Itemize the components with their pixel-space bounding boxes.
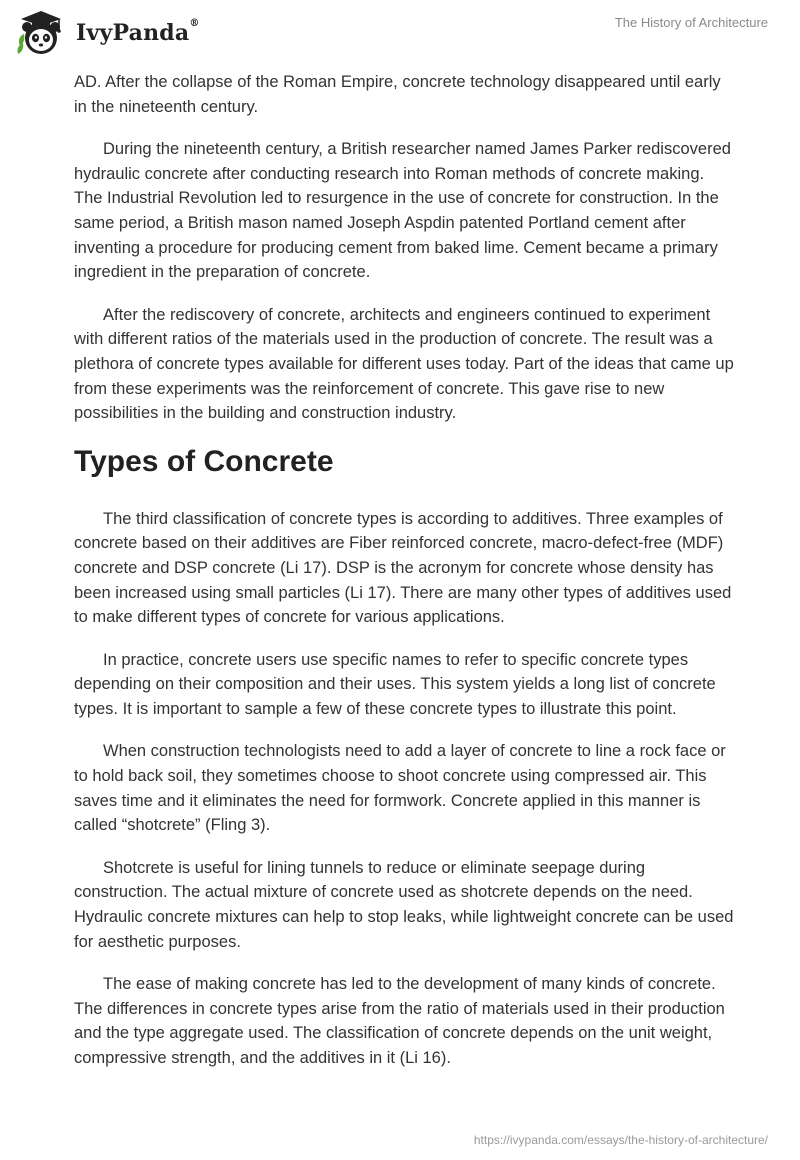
paragraph: Shotcrete is useful for lining tunnels to reduce or eliminate seepage during construction. The actual mixture of concrete used as shotcrete depends on the need. Hydraulic concrete mixtures can help to stop leaks, while lightweight concrete can be used for aesthetic purposes.	[74, 858, 734, 951]
source-url[interactable]: https://ivypanda.com/essays/the-history-of-architecture/	[473, 1133, 768, 1147]
page-title: The History of Architecture	[614, 15, 768, 30]
brand-name[interactable]	[76, 20, 200, 46]
brand-name-text: IvyPanda	[76, 20, 190, 46]
paragraph: In practice, concrete users use specific names to refer to specific concrete types depending on their composition and their uses. This system yields a long list of concrete types. It is important to sample a few of these concrete types to illustrate this point.	[74, 650, 716, 718]
paragraph: AD. After the collapse of the Roman Empire, concrete technology disappeared until early in the nineteenth century.	[74, 73, 721, 116]
panda-graduation-cap-icon[interactable]	[14, 8, 68, 58]
paragraph: During the nineteenth century, a British researcher named James Parker rediscovered hydraulic concrete after conducting research into Roman methods of concrete making. The Industrial Revolution led to resurgence in the use of concrete for construction. In the same period, a British mason named Joseph Aspdin patented Portland cement after inventing a procedure for producing cement from baked lime. Cement became a primary ingredient in the preparation of concrete.	[74, 140, 731, 282]
paragraph: The ease of making concrete has led to the development of many kinds of concrete. The differences in concrete types arise from the ratio of materials used in their production and the type aggregate used. The classification of concrete depends on the unit weight, compressive strength, and the additives in it (Li 16).	[74, 975, 725, 1067]
paragraph: After the rediscovery of concrete, architects and engineers continued to experiment with different ratios of the materials used in the production of concrete. The result was a plethora of concrete types available for different uses today. Part of the ideas that came up from these experiments was the reinforcement of concrete. This gave rise to new possibilities in the building and construction industry.	[74, 305, 734, 423]
brand-registered-mark: ®	[189, 18, 200, 29]
paragraph: The third classification of concrete types is according to additives. Three examples of concrete based on their additives are Fiber reinforced concrete, macro-defect-free (MDF) concrete and DSP concrete (Li 17). DSP is the acronym for concrete whose density has been increased using small particles (Li 17). There are many other types of additives used to make different types of concrete for various applications.	[74, 509, 732, 627]
page-header	[0, 0, 800, 66]
essay-content	[74, 70, 734, 1089]
paragraph: When construction technologists need to add a layer of concrete to line a rock face or to hold back soil, they sometimes choose to shoot concrete using compressed air. This saves time and it eliminates the need for formwork. Concrete applied in this manner is called “shotcrete” (Fling 3).	[74, 742, 726, 835]
section-heading: Types of Concrete	[74, 444, 334, 478]
